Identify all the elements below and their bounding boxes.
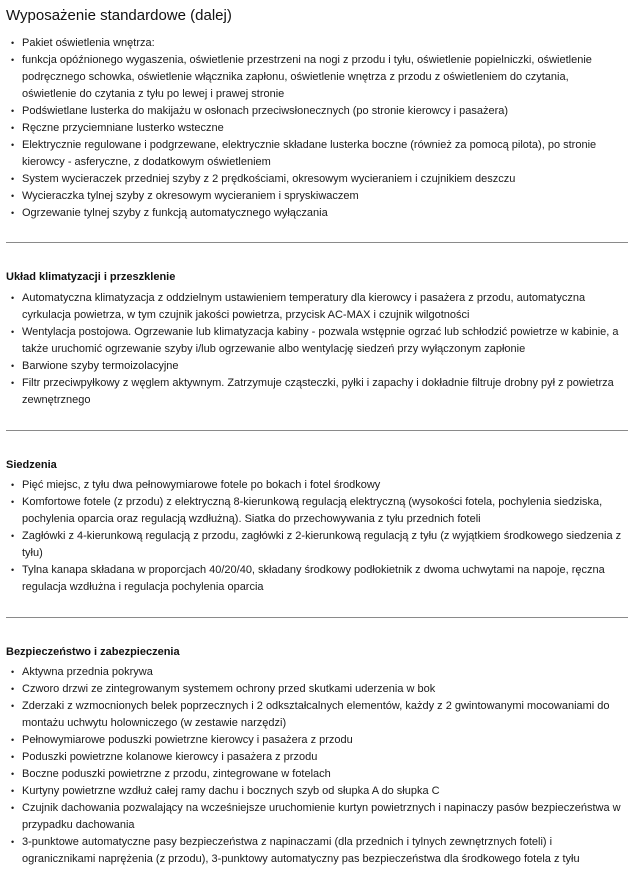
list-item: • Pełnowymiarowe poduszki powietrzne kierowcy i pasażera z przodu: [0, 732, 626, 749]
bullet-list: [0, 477, 626, 596]
list-item: • Wycieraczka tylnej szyby z okresowym wycieraniem i spryskiwaczem: [0, 188, 626, 205]
list-item: • Automatyczna klimatyzacja z oddzielnym ustawieniem temperatury dla kierowcy i pasażera z przodu, automatyczna cyrkulacja powietrza, w tym czujnik jakości powietrza, przycisk AC-MAX i czujnik wilgotności: [11, 292, 586, 321]
bullet-list: [0, 290, 626, 409]
section-divider: [6, 430, 628, 431]
bullet-icon: •: [11, 123, 15, 133]
list-item: • Ogrzewanie tylnej szyby z funkcją automatycznego wyłączania: [0, 205, 626, 222]
bullet-icon: •: [11, 293, 15, 303]
bullet-icon: •: [11, 752, 15, 762]
bullet-icon: •: [11, 327, 15, 337]
list-item: • Czujnik dachowania pozwalający na wcześniejsze uruchomienie kurtyn powietrznych i napinaczy pasów bezpieczeństwa w przypadku dachowania: [11, 802, 621, 831]
list-item: • System wycieraczek przedniej szyby z 2 prędkościami, okresowym wycieraniem i czujnikiem deszczu: [0, 171, 626, 188]
bullet-icon: •: [11, 55, 15, 65]
list-item: • Zderzaki z wzmocnionych belek poprzecznych i 2 odkształcalnych elementów, każdy z 2 gwintowanymi mocowaniami do montażu uchwytu holowniczego (w zestawie narzędzi): [11, 700, 610, 729]
bullet-icon: •: [11, 531, 15, 541]
bullet-icon: •: [11, 480, 15, 490]
bullet-icon: •: [11, 191, 15, 201]
list-item: • Elektrycznie regulowane i podgrzewane, elektrycznie składane lusterka boczne (również za pomocą pilota), po stronie kierowcy - asferyczne, z dodatkowym oświetleniem: [11, 139, 597, 168]
list-item: • Ręczne przyciemniane lusterko wsteczne: [0, 120, 626, 137]
bullet-icon: •: [11, 786, 15, 796]
list-item: • Kurtyny powietrzne wzdłuż całej ramy dachu i bocznych szyb od słupka A do słupka C: [0, 783, 626, 800]
bullet-icon: •: [11, 378, 15, 388]
bullet-icon: •: [11, 497, 15, 507]
list-item: • Zagłówki z 4-kierunkową regulacją z przodu, zagłówki z 2-kierunkową regulacją z tyłu (z wyjątkiem środkowego siedzenia z tyłu): [11, 530, 622, 559]
bullet-icon: •: [11, 174, 15, 184]
list-item: • Boczne poduszki powietrzne z przodu, zintegrowane w fotelach: [0, 766, 626, 783]
list-item: • Filtr przeciwpyłkowy z węglem aktywnym. Zatrzymuje cząsteczki, pyłki i zapachy i dokładnie filtruje drobny pył z powietrza zewnętrznego: [11, 377, 614, 406]
bullet-icon: •: [11, 140, 15, 150]
bullet-icon: •: [11, 38, 15, 48]
list-item: • Poduszki powietrzne kolanowe kierowcy i pasażera z przodu: [0, 749, 626, 766]
list-item: • Podświetlane lusterka do makijażu w osłonach przeciwsłonecznych (po stronie kierowcy i pasażera): [0, 103, 626, 120]
list-item: • 3-punktowe automatyczne pasy bezpieczeństwa z napinaczami (dla przednich i tylnych zewnętrznych foteli) i ogranicznikami naprężenia (z przodu), 3-punktowy automatyczny pas bezpieczeństwa dla środkowego fotela z tyłu: [11, 836, 580, 865]
list-item: • Tylna kanapa składana w proporcjach 40/20/40, składany środkowy podłokietnik z dwoma uchwytami na napoje, ręczna regulacja wzdłużna i regulacja pochylenia oparcia: [11, 564, 605, 593]
bullet-icon: •: [11, 667, 15, 677]
list-item: • Aktywna przednia pokrywa: [0, 664, 626, 681]
list-item: • Pakiet oświetlenia wnętrza:: [0, 35, 626, 52]
section-divider: [6, 242, 628, 243]
list-item: • Czworo drzwi ze zintegrowanym systemem ochrony przed skutkami uderzenia w bok: [0, 681, 626, 698]
page-title: Wyposażenie standardowe (dalej): [6, 7, 232, 24]
bullet-list: [0, 664, 626, 868]
bullet-icon: •: [11, 565, 15, 575]
list-item: • Barwione szyby termoizolacyjne: [0, 358, 626, 375]
bullet-icon: •: [11, 208, 15, 218]
bullet-icon: •: [11, 701, 15, 711]
bullet-icon: •: [11, 769, 15, 779]
section-divider: [6, 617, 628, 618]
section-title: Bezpieczeństwo i zabezpieczenia: [6, 646, 180, 658]
bullet-icon: •: [11, 106, 15, 116]
list-item: • Pięć miejsc, z tyłu dwa pełnowymiarowe fotele po bokach i fotel środkowy: [0, 477, 626, 494]
bullet-icon: •: [11, 361, 15, 371]
bullet-icon: •: [11, 684, 15, 694]
bullet-icon: •: [11, 837, 15, 847]
bullet-list: [0, 35, 626, 222]
section-title: Układ klimatyzacji i przeszklenie: [6, 271, 176, 283]
list-item: • funkcja opóźnionego wygaszenia, oświetlenie przestrzeni na nogi z przodu i tyłu, oświetlenie popielniczki, oświetlenie podręcznego schowka, oświetlenie włącznika zapłonu, oświetlenie wnętrza z przodu z oświetleniem do czytania, oświetlenie do czytania z tyłu po lewej i prawej stronie: [11, 54, 592, 100]
section-title: Siedzenia: [6, 459, 57, 471]
list-item: • Komfortowe fotele (z przodu) z elektryczną 8-kierunkową regulacją elektryczną (wysokości fotela, pochylenia siedziska, pochylenia oparcia oraz regulacją wzdłużną). Siatka do przechowywania z tyłu przednich foteli: [11, 496, 603, 525]
bullet-icon: •: [11, 735, 15, 745]
bullet-icon: •: [11, 803, 15, 813]
list-item: • Wentylacja postojowa. Ogrzewanie lub klimatyzacja kabiny - pozwala wstępnie ogrzać lub schłodzić powietrze w kabinie, a także uruchomić ogrzewanie szyby i/lub ogrzewanie albo wentylację siedzeń przy wyłączonym zapłonie: [11, 326, 619, 355]
